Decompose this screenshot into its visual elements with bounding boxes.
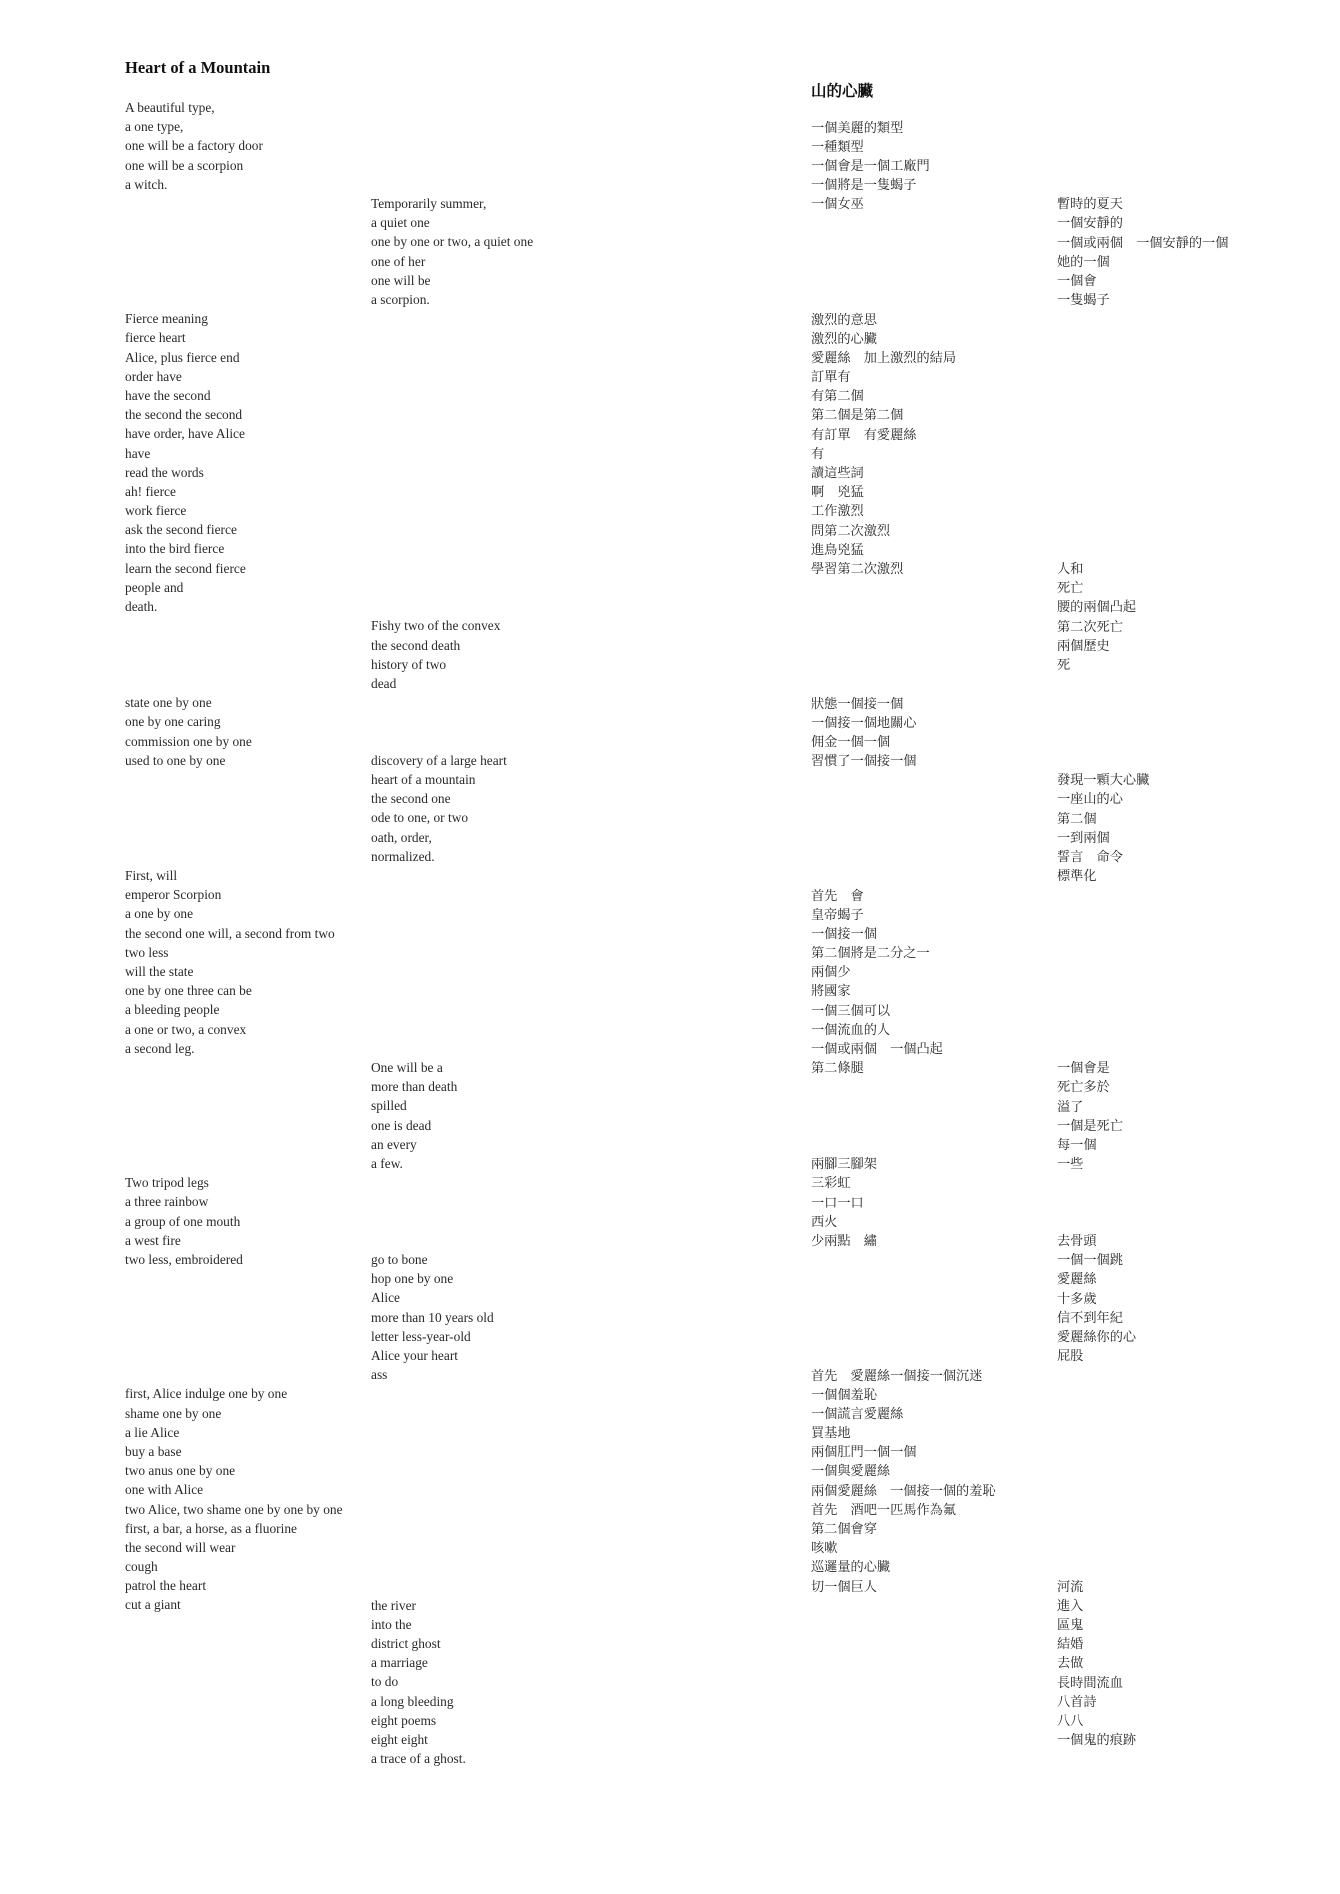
english-poem-line: cough <box>125 1559 158 1575</box>
english-stanza <box>125 866 335 1058</box>
chinese-poem-line: 死 <box>1057 658 1071 674</box>
chinese-stanza <box>811 695 917 772</box>
english-poem-line: have <box>125 445 151 461</box>
chinese-stanza <box>811 311 956 580</box>
chinese-poem-line: 腰的兩個凸起 <box>1057 600 1137 616</box>
english-poem-line: Two tripod legs <box>125 1175 209 1191</box>
chinese-poem-line: 少兩點 繡 <box>811 1234 877 1250</box>
chinese-poem-line: 首先 愛麗絲一個接一個沉迷 <box>811 1368 983 1384</box>
chinese-poem-line: 誓言 命令 <box>1057 850 1123 866</box>
english-poem-line: a long bleeding <box>371 1693 454 1709</box>
chinese-poem-line: 讀這些詞 <box>811 466 864 481</box>
chinese-poem-line: 進鳥兇猛 <box>811 542 864 558</box>
english-poem-line: a one or two, a convex <box>125 1021 247 1037</box>
chinese-poem-line: 一個會是一個工廠門 <box>811 158 930 174</box>
english-poem-line: One will be a <box>371 1060 443 1075</box>
english-poem-line: two less, embroidered <box>125 1251 243 1267</box>
chinese-poem-line: 一個三個可以 <box>811 1003 891 1019</box>
chinese-poem-line: 人和 <box>1057 562 1084 578</box>
chinese-poem-line: 第二個 <box>1057 811 1097 827</box>
chinese-poem-line: 區鬼 <box>1057 1618 1084 1634</box>
english-poem-line: First, will <box>125 868 178 883</box>
english-poem-line: buy a base <box>125 1443 182 1459</box>
chinese-poem-line: 發現一顆大心臟 <box>1057 773 1150 789</box>
english-poem-line: two anus one by one <box>125 1463 236 1479</box>
chinese-stanza <box>1057 560 1136 675</box>
chinese-poem-line: 一個會 <box>1057 274 1097 290</box>
english-poem-line: a scorpion. <box>371 291 430 307</box>
chinese-stanza <box>1057 1059 1123 1174</box>
english-poem-line: a marriage <box>371 1655 428 1671</box>
chinese-poem-line: 狀態一個接一個 <box>811 696 904 712</box>
english-poem-line: emperor Scorpion <box>125 887 222 903</box>
english-poem-line: a trace of a ghost. <box>371 1751 466 1767</box>
english-poem-line: into the <box>371 1616 412 1632</box>
chinese-poem-line: 有第二個 <box>811 389 864 405</box>
chinese-poem-line: 將國家 <box>811 984 851 1000</box>
chinese-poem-line: 死亡多於 <box>1057 1080 1110 1096</box>
chinese-poem-line: 一個謊言愛麗絲 <box>811 1406 904 1422</box>
chinese-poem-line: 第二次死亡 <box>1057 619 1123 635</box>
english-poem-line: more than 10 years old <box>371 1309 494 1325</box>
chinese-poem-line: 一口一口 <box>811 1195 864 1211</box>
chinese-poem-line: 屁股 <box>1057 1349 1084 1365</box>
chinese-poem-line: 去骨頭 <box>1057 1234 1097 1250</box>
chinese-poem-line: 一到兩個 <box>1057 830 1110 846</box>
chinese-poem-line: 訂單有 <box>811 370 851 386</box>
chinese-poem-line: 死亡 <box>1057 581 1084 597</box>
chinese-poem-line: 皇帝蝎子 <box>811 907 864 923</box>
english-poem-line: one of her <box>371 253 426 269</box>
english-poem-line: a three rainbow <box>125 1194 209 1210</box>
english-poem-line: a few. <box>371 1155 403 1171</box>
chinese-poem-line: 一個接一個地關心 <box>811 715 917 731</box>
chinese-poem-line: 佣金一個一個 <box>811 734 891 750</box>
chinese-poem-line: 西火 <box>811 1214 838 1230</box>
chinese-stanza <box>1057 1578 1136 1751</box>
english-poem-line: a lie Alice <box>125 1424 180 1440</box>
english-stanza <box>125 693 252 770</box>
chinese-poem-line: 一個安靜的 <box>1057 216 1123 232</box>
chinese-poem-line: 三彩虹 <box>811 1176 851 1192</box>
chinese-poem-line: 長時間流血 <box>1057 1675 1123 1691</box>
english-stanza <box>125 1173 243 1269</box>
chinese-poem-line: 兩個肛門一個一個 <box>811 1445 917 1461</box>
chinese-poem-line: 第二條腿 <box>811 1061 864 1077</box>
chinese-stanza <box>811 1367 996 1597</box>
english-poem-line: oath, order, <box>371 829 432 845</box>
chinese-poem-line: 一座山的心 <box>1057 792 1123 808</box>
chinese-poem-line: 習慣了一個接一個 <box>811 754 917 770</box>
english-poem-line: two Alice, two shame one by one by one <box>125 1501 343 1517</box>
english-poem-line: the second one will, a second from two <box>125 925 335 941</box>
chinese-poem-line: 每一個 <box>1057 1138 1097 1154</box>
english-stanza <box>371 1058 457 1173</box>
chinese-poem-line: 啊 兇猛 <box>811 485 864 501</box>
chinese-poem-line: 買基地 <box>811 1426 851 1442</box>
chinese-poem-line: 一個女巫 <box>811 197 864 213</box>
english-poem-line: spilled <box>371 1098 407 1114</box>
english-poem-line: dead <box>371 675 397 691</box>
chinese-poem-line: 十多歲 <box>1057 1291 1097 1307</box>
english-poem-line: cut a giant <box>125 1597 181 1613</box>
chinese-poem-line: 河流 <box>1057 1579 1084 1595</box>
english-poem-line: a group of one mouth <box>125 1213 241 1229</box>
english-stanza <box>371 194 533 309</box>
chinese-poem-line: 一隻蝎子 <box>1057 293 1110 309</box>
english-poem-line: ah! fierce <box>125 483 176 499</box>
chinese-poem-line: 兩個歷史 <box>1057 638 1110 654</box>
english-poem-line: hop one by one <box>371 1271 454 1287</box>
english-poem-line: Fierce meaning <box>125 311 208 327</box>
english-poem-line: a bleeding people <box>125 1002 220 1018</box>
chinese-poem-line: 一個是死亡 <box>1057 1118 1123 1134</box>
english-poem-line: one by one caring <box>125 714 221 730</box>
english-poem-line: the second the second <box>125 407 243 423</box>
chinese-poem-line: 信不到年紀 <box>1057 1310 1123 1326</box>
chinese-poem-line: 一個一個跳 <box>1057 1253 1123 1269</box>
chinese-poem-line: 學習第二次激烈 <box>811 561 904 577</box>
english-poem-line: have the second <box>125 387 211 403</box>
english-poem-line: to do <box>371 1674 399 1690</box>
chinese-poem-line: 問第二次激烈 <box>811 523 891 539</box>
chinese-poem-line: 一個或兩個 一個安靜的一個 <box>1057 235 1229 251</box>
chinese-poem-line: 切一個巨人 <box>811 1579 877 1595</box>
english-poem-line: learn the second fierce <box>125 560 246 576</box>
chinese-poem-line: 一個美麗的類型 <box>811 120 904 136</box>
chinese-poem-line: 溢了 <box>1057 1099 1084 1115</box>
chinese-poem-line: 激烈的心臟 <box>811 331 877 347</box>
english-stanza <box>371 751 507 866</box>
english-poem-line: letter less-year-old <box>371 1328 471 1344</box>
english-poem-title: Heart of a Mountain <box>125 58 271 77</box>
english-poem-line: into the bird fierce <box>125 541 225 557</box>
english-poem-line: discovery of a large heart <box>371 752 507 768</box>
chinese-poem-line: 愛麗絲 加上激烈的結局 <box>811 350 957 366</box>
chinese-poem-line: 愛麗絲你的心 <box>1057 1330 1137 1346</box>
english-poem-line: commission one by one <box>125 733 252 749</box>
english-poem-line: A beautiful type, <box>125 100 215 115</box>
english-poem-line: one will be a scorpion <box>125 157 244 173</box>
chinese-poem-line: 一個流血的人 <box>811 1022 891 1038</box>
chinese-poem-line: 標準化 <box>1057 869 1097 885</box>
english-poem-line: one will be a factory door <box>125 138 263 154</box>
english-poem-line: one by one three can be <box>125 983 252 999</box>
chinese-poem-line: 一些 <box>1057 1157 1084 1173</box>
english-poem-line: death. <box>125 599 158 614</box>
english-poem-line: a one by one <box>125 906 194 922</box>
chinese-poem-line: 進入 <box>1057 1598 1084 1614</box>
english-poem-line: two less <box>125 944 169 960</box>
english-stanza <box>125 1384 343 1614</box>
chinese-poem-line: 暫時的夏天 <box>1057 197 1123 213</box>
english-poem-line: a quiet one <box>371 215 430 231</box>
chinese-poem-line: 第二個會穿 <box>811 1522 877 1537</box>
english-poem-line: eight poems <box>371 1712 437 1728</box>
english-poem-line: have order, have Alice <box>125 426 245 442</box>
english-poem-line: a second leg. <box>125 1040 195 1056</box>
english-poem-line: ode to one, or two <box>371 810 469 826</box>
english-poem-line: order have <box>125 368 182 384</box>
chinese-poem-line: 激烈的意思 <box>811 312 877 328</box>
english-poem-line: a west fire <box>125 1232 181 1248</box>
english-poem-line: work fierce <box>125 503 187 519</box>
chinese-poem-line: 兩個少 <box>811 965 851 981</box>
chinese-poem-line: 兩個愛麗絲 一個接一個的羞恥 <box>811 1483 996 1499</box>
english-poem-line: people and <box>125 579 184 595</box>
chinese-poem-line: 去做 <box>1057 1656 1084 1672</box>
english-stanza <box>371 1596 466 1769</box>
chinese-poem-line: 第二個將是二分之一 <box>811 946 930 962</box>
english-poem-line: will the state <box>125 963 194 979</box>
english-poem-line: an every <box>371 1136 417 1152</box>
chinese-poem-line: 八首詩 <box>1057 1694 1097 1710</box>
english-poem-line: normalized. <box>371 848 435 864</box>
english-poem-line: read the words <box>125 464 204 480</box>
english-poem-line: ass <box>371 1367 388 1383</box>
english-poem-line: Alice, plus fierce end <box>125 349 240 365</box>
chinese-poem-line: 有 <box>811 446 825 462</box>
english-poem-line: district ghost <box>371 1635 441 1651</box>
english-stanza <box>371 1250 494 1384</box>
chinese-stanza <box>811 1155 877 1251</box>
chinese-poem-line: 首先 會 <box>811 888 864 904</box>
english-poem-line: more than death <box>371 1079 458 1095</box>
chinese-stanza <box>1057 195 1228 310</box>
english-poem-line: one by one or two, a quiet one <box>371 234 534 250</box>
english-stanza <box>125 98 263 194</box>
chinese-poem-line: 一個鬼的痕跡 <box>1057 1733 1137 1749</box>
english-poem-line: shame one by one <box>125 1405 222 1421</box>
chinese-poem-line: 愛麗絲 <box>1057 1272 1097 1288</box>
english-stanza <box>125 309 246 616</box>
english-poem-line: one with Alice <box>125 1482 204 1498</box>
english-poem-line: ask the second fierce <box>125 522 237 538</box>
english-poem-line: state one by one <box>125 695 212 711</box>
chinese-poem-line: 一種類型 <box>811 139 864 155</box>
chinese-stanza <box>811 887 943 1079</box>
chinese-stanza <box>811 119 930 215</box>
english-poem-line: Alice your heart <box>371 1347 458 1363</box>
chinese-poem-line: 一個將是一隻蝎子 <box>811 178 917 194</box>
chinese-poem-line: 一個會是 <box>1057 1061 1110 1077</box>
english-poem-line: Temporarily summer, <box>371 196 487 211</box>
chinese-poem-line: 有訂單 有愛麗絲 <box>811 427 917 443</box>
english-poem-line: Fishy two of the convex <box>371 618 501 634</box>
chinese-poem-line: 一個或兩個 一個凸起 <box>811 1042 943 1057</box>
chinese-poem-line: 一個接一個 <box>811 926 877 942</box>
chinese-poem-line: 首先 酒吧一匹馬作為氟 <box>811 1502 957 1518</box>
english-poem-line: go to bone <box>371 1252 428 1267</box>
english-poem-line: eight eight <box>371 1731 428 1747</box>
english-poem-line: a one type, <box>125 119 184 135</box>
chinese-poem-line: 工作激烈 <box>811 504 864 520</box>
english-poem-line: a witch. <box>125 176 168 192</box>
chinese-poem-line: 兩腳三腳架 <box>811 1157 877 1173</box>
english-poem-line: fierce heart <box>125 330 186 346</box>
chinese-stanza <box>1057 771 1149 886</box>
chinese-stanza <box>1057 1232 1136 1366</box>
english-poem-line: one will be <box>371 272 431 288</box>
chinese-poem-title: 山的心臟 <box>811 82 874 100</box>
english-poem-line: the second death <box>371 637 461 653</box>
english-poem-line: the second will wear <box>125 1539 236 1555</box>
english-poem-line: the river <box>371 1597 416 1613</box>
english-stanza <box>371 616 500 693</box>
english-poem-line: patrol the heart <box>125 1578 207 1594</box>
chinese-poem-line: 八八 <box>1057 1714 1084 1729</box>
english-poem-line: one is dead <box>371 1117 432 1133</box>
english-poem-line: the second one <box>371 791 451 807</box>
chinese-poem-line: 咳嗽 <box>811 1541 838 1557</box>
chinese-poem-line: 一個與愛麗絲 <box>811 1464 891 1480</box>
chinese-poem-line: 一個個羞恥 <box>811 1387 877 1403</box>
english-poem-line: history of two <box>371 656 447 672</box>
english-poem-line: heart of a mountain <box>371 771 476 787</box>
english-poem-line: Alice <box>371 1290 400 1306</box>
english-poem-line: used to one by one <box>125 752 226 768</box>
chinese-poem-line: 結婚 <box>1057 1637 1084 1653</box>
chinese-poem-line: 巡邏量的心臟 <box>811 1560 891 1576</box>
english-poem-line: first, a bar, a horse, as a fluorine <box>125 1520 297 1536</box>
chinese-poem-line: 她的一個 <box>1057 254 1110 270</box>
english-poem-line: first, Alice indulge one by one <box>125 1386 288 1402</box>
chinese-poem-line: 第二個是第二個 <box>811 408 904 424</box>
